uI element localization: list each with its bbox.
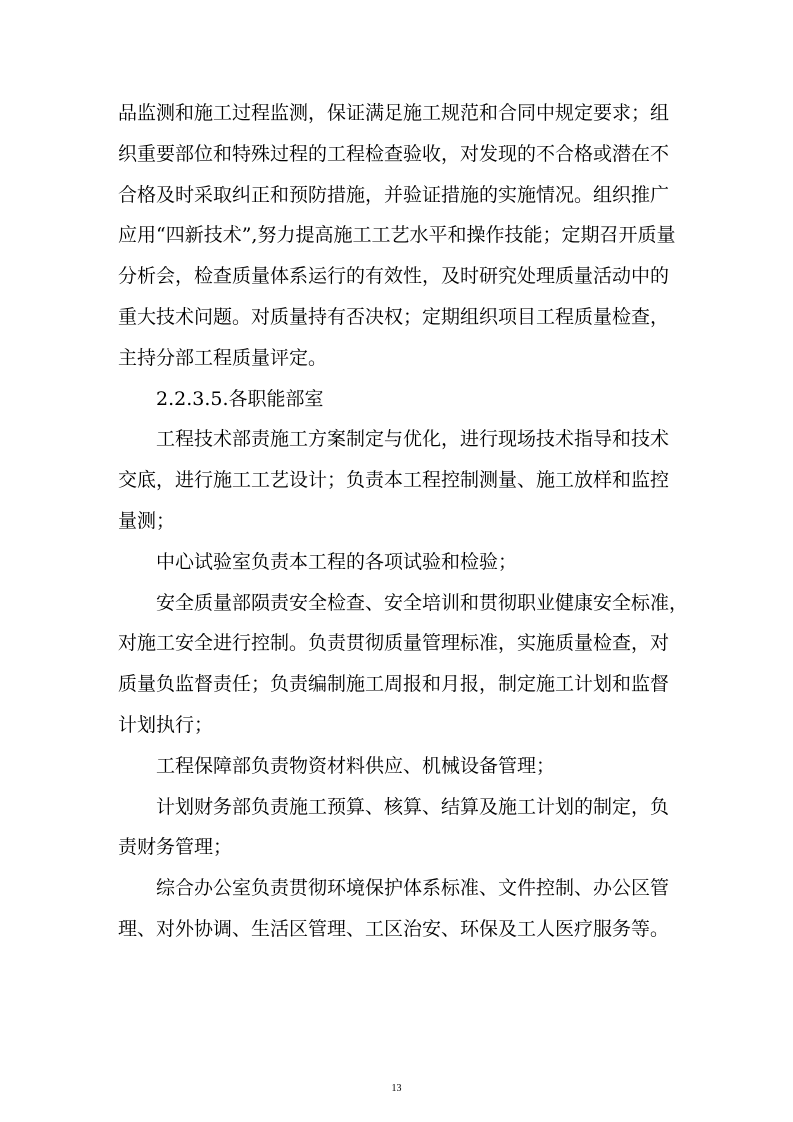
text-line: 中心试验室负责本工程的各项试验和检验；	[156, 550, 518, 573]
text-line: 交底，进行施工工艺设计；负责本工程控制测量、施工放样和监控	[118, 469, 670, 492]
text-line: 安全质量部陨责安全检查、安全培训和贯彻职业健康安全标准，	[156, 591, 689, 614]
paragraph-finance-dept	[118, 787, 670, 869]
paragraph-engineering-dept	[118, 419, 670, 541]
text-line: 量测；	[118, 509, 176, 532]
body-text	[118, 93, 689, 950]
text-line: 责财务管理；	[118, 836, 233, 859]
text-line: 品监测和施工过程监测，保证满足施工规范和合同中规定要求；组	[118, 102, 670, 124]
paragraph-support-dept	[118, 746, 663, 787]
paragraph-general-office	[118, 868, 670, 950]
text-line: 计划财务部负责施工预算、核算、结算及施工计划的制定，负	[156, 795, 670, 818]
section-heading-text: 2.2.3.5.各职能部室	[156, 387, 324, 410]
text-line: 主持分部工程质量评定。	[118, 346, 328, 369]
text-line: 分析会，检查质量体系运行的有效性，及时研究处理质量活动中的	[118, 265, 670, 288]
text-line: 合格及时采取纠正和预防措施，并验证措施的实施情况。组织推广	[118, 183, 670, 206]
text-line: 对施工安全进行控制。负责贯彻质量管理标准，实施质量检查，对	[118, 632, 670, 655]
paragraph-safety-quality-dept	[118, 583, 689, 746]
text-line: 质量负监督责任；负责编制施工周报和月报，制定施工计划和监督	[118, 673, 670, 696]
paragraph-testing-lab	[118, 542, 663, 583]
text-line: 计划执行；	[118, 713, 214, 736]
text-line: 织重要部位和特殊过程的工程检查验收，对发现的不合格或潜在不	[118, 142, 670, 165]
text-line: 理、对外协调、生活区管理、工区治安、环保及工人医疗服务等。	[118, 917, 670, 940]
section-heading	[118, 379, 663, 420]
text-line: 重大技术问题。对质量持有否决权；定期组织项目工程质量检查，	[118, 305, 670, 328]
page-number: 13	[391, 1083, 402, 1094]
text-line: 应用“四新技术”,努力提高施工工艺水平和操作技能；定期召开质量	[118, 224, 676, 247]
text-line: 综合办公室负责贯彻环境保护体系标准、文件控制、办公区管	[156, 877, 670, 900]
text-line: 工程保障部负责物资材料供应、机械设备管理；	[156, 754, 556, 777]
text-line: 工程技术部责施工方案制定与优化，进行现场技术指导和技术	[156, 428, 670, 451]
paragraph-continuation	[118, 93, 676, 379]
